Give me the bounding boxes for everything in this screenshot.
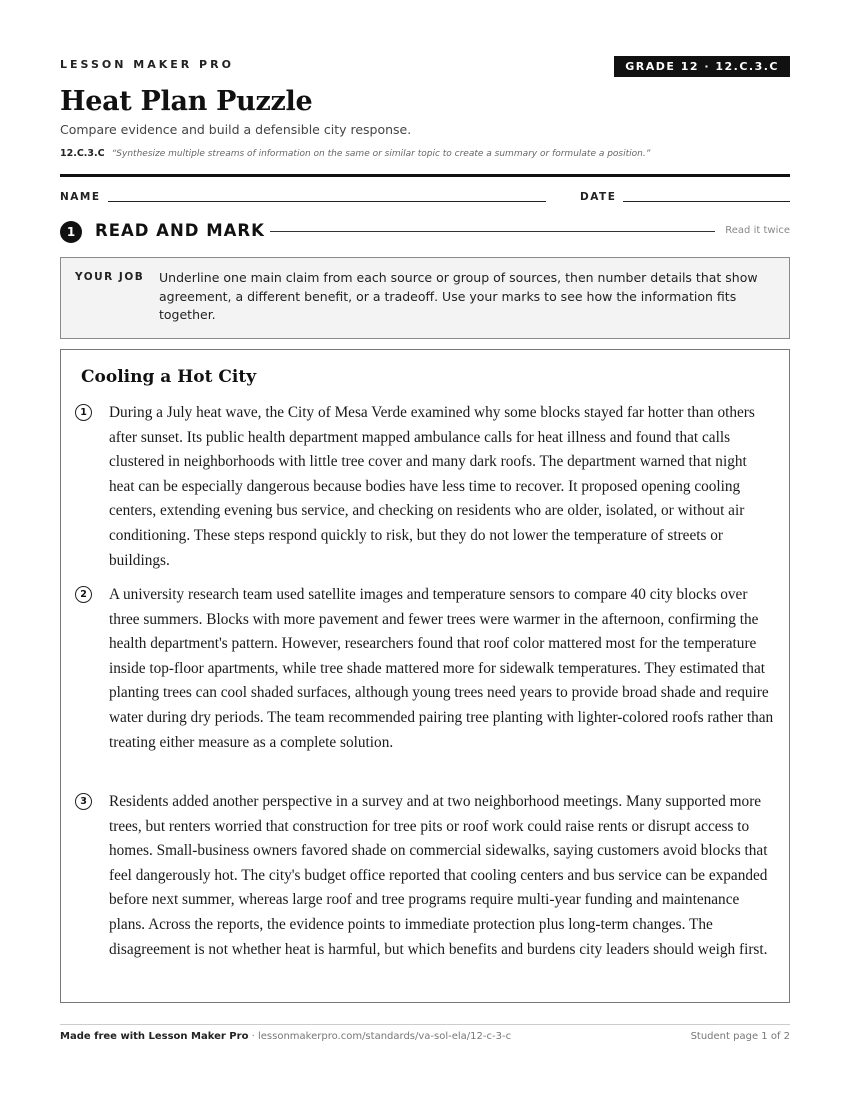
- student-fields: [60, 190, 790, 206]
- brand-name: LESSON MAKER PRO: [60, 58, 234, 71]
- paragraph-text: A university research team used satellite images and temperature sensors to compare 40 city blocks over three summers. Blocks with more pavement and fewer trees were warmer in the afternoon, confirming the health department's pattern. However, researchers found that roof color mattered most for the temperature inside top-floor apartments, while tree shade mattered more for sidewalk temperatures. They estimated that planting trees can cool shaded surfaces, although young trees need years to provide broad shade and require water during dry periods. The team recommended pairing tree planting with lighter-colored roofs rather than treating either measure as a complete solution.: [109, 586, 774, 751]
- date-field[interactable]: [623, 201, 790, 202]
- name-field[interactable]: [108, 201, 546, 202]
- grade-badge: GRADE 12 · 12.C.3.C: [614, 56, 790, 77]
- paragraph-text: Residents added another perspective in a survey and at two neighborhood meetings. Many supported more trees, but renters worried that construction for tree pits or roof work could raise rents or disrupt access to homes. Small-business owners favored shade on commercial sidewalks, saying customers avoid blocks that feel dangerously hot. The city's budget office reported that cooling centers and bus service can be expanded before next summer, whereas large roof and tree programs require multi-year funding and maintenance plans. Across the reports, the evidence points to immediate protection plus long-term changes. The disagreement is not whether heat is harmful, but which benefits and burdens city leaders should weigh first.: [109, 793, 768, 958]
- instructions-label: YOUR JOB: [75, 271, 145, 283]
- paragraph-text: During a July heat wave, the City of Mesa Verde examined why some blocks stayed far hotter than others after sunset. Its public health department mapped ambulance calls for heat illness and found that calls clustered in neighborhoods with little tree cover and many dark roofs. The department warned that night heat can be especially dangerous because bodies have less time to recover. It proposed opening cooling centers, extending evening bus service, and checking on residents who are older, isolated, or without air conditioning. These steps respond quickly to risk, but they do not lower the temperature of streets or buildings.: [109, 404, 755, 569]
- paragraph-number: 3: [75, 793, 92, 810]
- section-title: READ AND MARK: [95, 221, 265, 240]
- paragraph-number: 1: [75, 404, 92, 421]
- footer: [60, 1031, 790, 1042]
- footer-url[interactable]: · lessonmakerpro.com/standards/va-sol-ela/12-c-3-c: [248, 1031, 512, 1042]
- section-number-badge: 1: [60, 221, 82, 243]
- standard-code: 12.C.3.C: [60, 148, 105, 159]
- name-label: NAME: [60, 191, 101, 203]
- section-note: Read it twice: [725, 225, 790, 236]
- footer-divider: [60, 1024, 790, 1025]
- instructions-text: Underline one main claim from each source or group of sources, then number details that show agreement, a different benefit, or a tradeoff. Use your marks to see how the information fits together.: [159, 270, 758, 322]
- section-divider: [270, 231, 715, 232]
- date-label: DATE: [580, 191, 617, 203]
- paragraph-number: 2: [75, 586, 92, 603]
- footer-made-with: Made free with Lesson Maker Pro: [60, 1031, 249, 1042]
- standard-text: “Synthesize multiple streams of information on the same or similar topic to create a summary or formulate a position.”: [111, 149, 651, 159]
- footer-page-number: Student page 1 of 2: [690, 1031, 790, 1042]
- worksheet-subtitle: Compare evidence and build a defensible city response.: [60, 122, 412, 137]
- header-bar: [60, 56, 790, 78]
- reading-passage: [60, 349, 790, 1003]
- header-divider: [60, 174, 790, 177]
- passage-title: Cooling a Hot City: [81, 367, 257, 387]
- standard-line: [60, 148, 650, 159]
- worksheet-title: Heat Plan Puzzle: [60, 86, 313, 117]
- instructions-box: [60, 257, 790, 339]
- section-header: [60, 220, 790, 244]
- worksheet-page: [60, 0, 790, 1100]
